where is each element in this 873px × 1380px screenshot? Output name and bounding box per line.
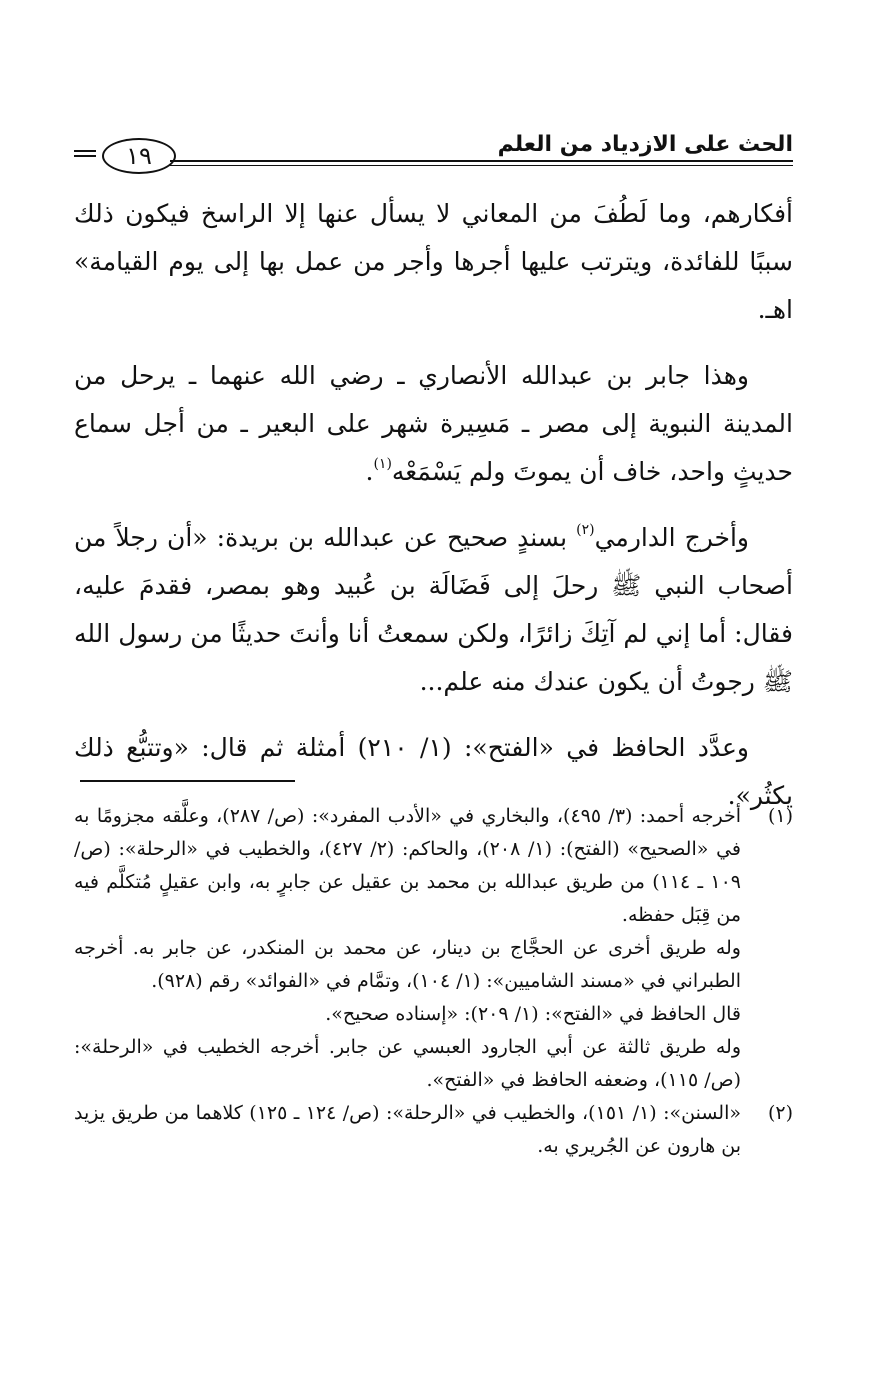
footnote-paragraph: «السنن»: (١/ ١٥١)، والخطيب في «الرحلة»: (ص/ ١٢٤ ـ ١٢٥) كلاهما من طريق يزيد بن هارون عن الجُريري به.	[74, 1102, 741, 1157]
paragraph-2-text: وهذا جابر بن عبدالله الأنصاري ـ رضي الله عنهما ـ يرحل من المدينة النبوية إلى مصر ـ مَسِيرة شهر على البعير ـ من أجل سماع حديثٍ واحد، خاف أن يموتَ ولم يَسْمَعْه	[74, 361, 793, 486]
footnote-ref-1[interactable]: (١)	[373, 456, 392, 472]
footnote-number: (١)	[767, 805, 793, 827]
paragraph-3-text: بسندٍ صحيح عن عبدالله بن بريدة: «أن رجلاً من أصحاب النبي ﷺ رحلَ إلى فَضَالَة بن عُبيد وهو بمصر، فقدمَ عليه، فقال: أما إني لم آتِكَ زائرًا، ولكن سمعتُ أنا وأنتَ حديثًا من رسول الله ﷺ رجوتُ أن يكون عندك منه علم...	[74, 523, 793, 696]
footnote-1	[74, 800, 793, 1097]
page-number: ١٩	[102, 138, 176, 174]
header-rule	[170, 160, 793, 166]
footnote-paragraph: وله طريق ثالثة عن أبي الجارود العبسي عن جابر. أخرجه الخطيب في «الرحلة»: (ص/ ١١٥)، وضعفه الحافظ في «الفتح».	[74, 1036, 741, 1091]
paragraph-1: أفكارهم، وما لَطُفَ من المعاني لا يسأل عنها إلا الراسخ فيكون ذلك سببًا للفائدة، ويترتب عليها أجرها وأجر من عمل بها إلى يوم القيامة» اهـ.	[74, 199, 793, 324]
paragraph-2	[74, 352, 793, 496]
footnote-2	[74, 1097, 793, 1163]
footnote-paragraph: قال الحافظ في «الفتح»: (١/ ٢٠٩): «إسناده صحيح».	[325, 1003, 741, 1025]
header-dash-marks	[74, 150, 96, 160]
footnote-paragraph: وله طريق أخرى عن الحجَّاج بن دينار، عن محمد بن المنكدر، عن جابر به. أخرجه الطبراني في «مسند الشاميين»: (١/ ١٠٤)، وتمَّام في «الفوائد» رقم (٩٢٨).	[74, 937, 741, 992]
footnote-ref-2[interactable]: (٢)	[576, 522, 595, 538]
footnotes	[74, 800, 793, 1163]
footnote-number: (٢)	[767, 1102, 793, 1124]
paragraph-4: وعدَّد الحافظ في «الفتح»: (١/ ٢١٠) أمثلة ثم قال: «وتتبُّع ذلك يكثُر».	[74, 733, 793, 810]
paragraph-2-end: .	[365, 457, 374, 486]
running-header	[74, 128, 793, 172]
paragraph-3	[74, 514, 793, 706]
footnote-divider	[80, 780, 295, 782]
footnote-paragraph: أخرجه أحمد: (٣/ ٤٩٥)، والبخاري في «الأدب المفرد»: (ص/ ٢٨٧)، وعلَّقه مجزومًا به في «الصحيح» (الفتح): (١/ ٢٠٨)، والحاكم: (٢/ ٤٢٧)، والخطيب في «الرحلة»: (ص/ ١٠٩ ـ ١١٤) من طريق عبدالله بن محمد بن عقيل عن جابرٍ به، وابن عقيلٍ مُتكلَّم فيه من قِبَل حفظه.	[74, 805, 741, 926]
paragraph-3-start: وأخرج الدارمي	[594, 523, 749, 552]
book-title: الحث على الازدياد من العلم	[497, 132, 793, 157]
main-text	[74, 190, 793, 838]
